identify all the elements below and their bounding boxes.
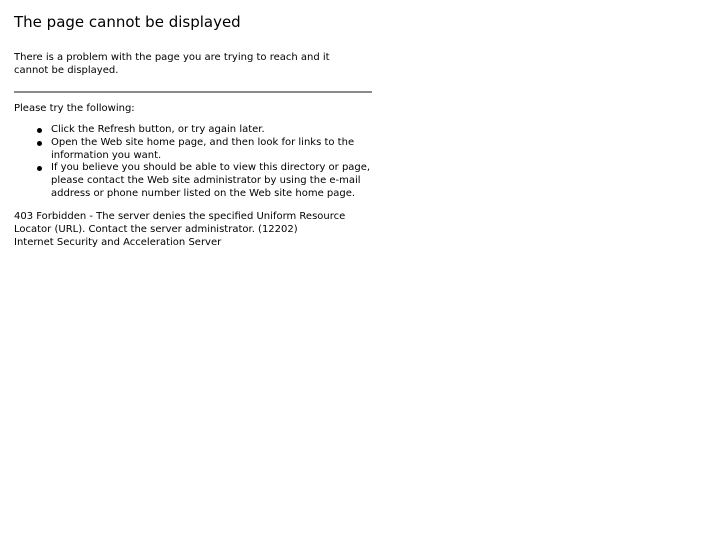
error-code-line-1: 403 Forbidden - The server denies the specified Uniform Resource [14,210,346,222]
suggestion-text: Click the Refresh button, or try again later. [51,124,265,135]
intro-line-1: There is a problem with the page you are trying to reach and it [14,52,330,63]
suggestion-text: If you believe you should be able to view this directory or page, please contact the Web site administrator by using the e-mail address or phone number listed on the Web site home page. [51,162,371,199]
error-code-line-2: Locator (URL). Contact the server administrator. (12202) [14,223,298,235]
bullet-icon [37,128,42,133]
suggestion-item-contact-admin [14,162,374,200]
divider [14,91,372,93]
try-heading: Please try the following: [14,103,135,114]
intro-text [14,51,374,77]
bullet-icon [37,141,42,146]
error-content [14,12,374,249]
intro-line-2: cannot be displayed. [14,65,119,76]
error-details [14,210,374,249]
suggestion-item-refresh [14,124,374,137]
suggestion-list [14,124,374,201]
suggestion-text: Open the Web site home page, and then look for links to the information you want. [51,136,355,161]
suggestion-item-home-page [14,137,374,163]
page-title: The page cannot be displayed [14,13,241,31]
bullet-icon [37,166,42,171]
server-name: Internet Security and Acceleration Server [14,236,222,248]
